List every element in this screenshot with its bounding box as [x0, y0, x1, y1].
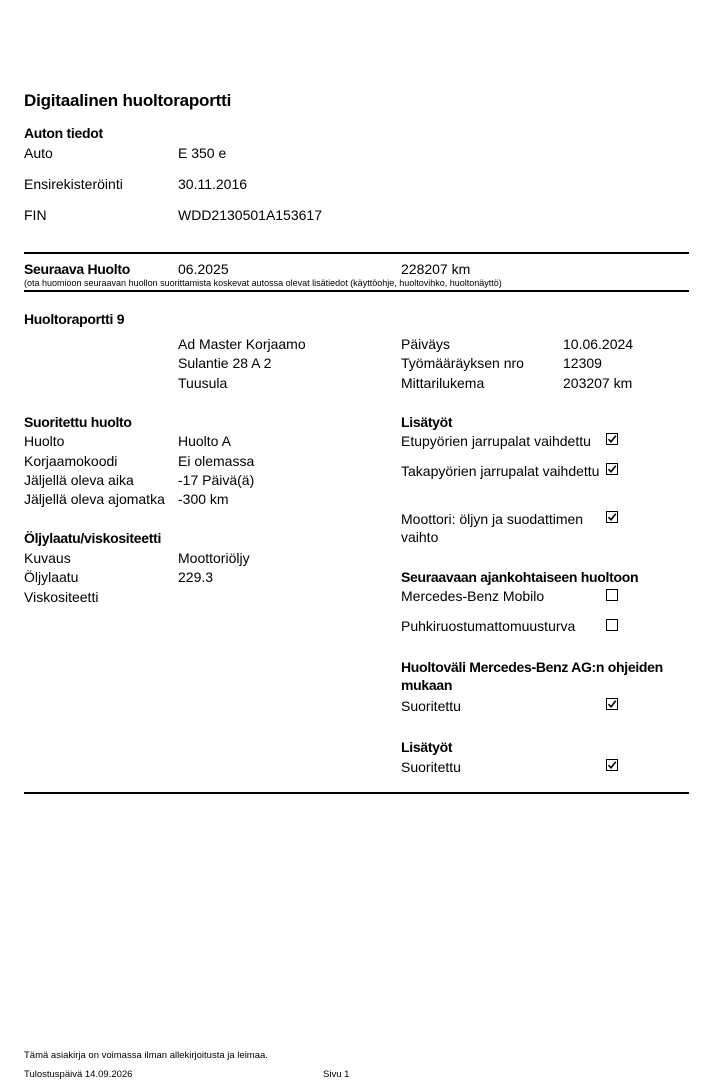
extra-work2-heading: Lisätyöt	[401, 739, 453, 755]
page-title: Digitaalinen huoltoraportti	[24, 91, 232, 110]
oil-quality-label: Öljylaatu	[24, 569, 79, 585]
workshop-city: Tuusula	[178, 375, 228, 391]
oil-quality-value: 229.3	[178, 569, 214, 585]
work-order-value: 12309	[563, 355, 602, 371]
next-service-date: 06.2025	[178, 261, 229, 277]
interval-heading: Huoltoväli Mercedes-Benz AG:n ohjeiden mukaan	[401, 659, 663, 693]
car-info-heading: Auton tiedot	[24, 125, 103, 141]
checkbox-mobilo[interactable]	[606, 589, 618, 601]
oil-description-label: Kuvaus	[24, 550, 71, 566]
car-label: Auto	[24, 145, 53, 161]
checkbox-interval-done[interactable]	[606, 698, 618, 710]
divider-top	[24, 252, 689, 254]
next-service-label: Seuraava Huolto	[24, 261, 130, 277]
oil-heading: Öljylaatu/viskositeetti	[24, 530, 162, 546]
page-number: Sivu 1	[323, 1069, 350, 1080]
next-service-km: 228207 km	[401, 261, 471, 277]
checkmark-icon	[607, 760, 617, 770]
rust-warranty-label: Puhkiruostumattomuusturva	[401, 618, 576, 634]
extra-work-item-label: Moottori: öljyn ja suodattimen vaihto	[401, 511, 584, 545]
work-order-label: Työmääräyksen nro	[401, 355, 524, 371]
checkmark-icon	[607, 434, 617, 444]
next-service-note: (ota huomioon seuraavan huollon suorittamista koskevat autossa olevat lisätiedot (käyttöohje, huoltovihko, huoltonäyttö)	[24, 278, 502, 288]
date-value: 10.06.2024	[563, 336, 634, 352]
performed-heading: Suoritettu huolto	[24, 414, 132, 430]
first-registration-label: Ensirekisteröinti	[24, 176, 123, 192]
interval-done-label: Suoritettu	[401, 698, 461, 714]
validity-note: Tämä asiakirja on voimassa ilman allekirjoitusta ja leimaa.	[24, 1050, 268, 1061]
remaining-distance-value: -300 km	[178, 491, 229, 507]
divider-bottom	[24, 792, 689, 794]
checkmark-icon	[607, 512, 617, 522]
checkbox-rust-warranty[interactable]	[606, 619, 618, 631]
checkbox-rear-brakes[interactable]	[606, 463, 618, 475]
checkmark-icon	[607, 699, 617, 709]
mobilo-label: Mercedes-Benz Mobilo	[401, 588, 545, 604]
workshop-street: Sulantie 28 A 2	[178, 355, 272, 371]
date-label: Päiväys	[401, 336, 451, 352]
next-timely-heading: Seuraavaan ajankohtaiseen huoltoon	[401, 569, 639, 585]
checkbox-front-brakes[interactable]	[606, 433, 618, 445]
viscosity-label: Viskositeetti	[24, 589, 99, 605]
report-heading: Huoltoraportti 9	[24, 311, 125, 327]
remaining-time-label: Jäljellä oleva aika	[24, 472, 134, 488]
odometer-value: 203207 km	[563, 375, 633, 391]
first-registration-value: 30.11.2016	[178, 176, 248, 192]
print-date: Tulostuspäivä 14.09.2026	[24, 1069, 133, 1080]
workshop-code-label: Korjaamokoodi	[24, 453, 118, 469]
remaining-distance-label: Jäljellä oleva ajomatka	[24, 491, 165, 507]
workshop-code-value: Ei olemassa	[178, 453, 255, 469]
checkbox-oil-change[interactable]	[606, 511, 618, 523]
checkbox-extra-work2-done[interactable]	[606, 759, 618, 771]
fin-value: WDD2130501A153617	[178, 207, 322, 223]
fin-label: FIN	[24, 207, 47, 223]
remaining-time-value: -17 Päivä(ä)	[178, 472, 255, 488]
oil-description-value: Moottoriöljy	[178, 550, 250, 566]
checkmark-icon	[607, 464, 617, 474]
car-value: E 350 e	[178, 145, 227, 161]
service-value: Huolto A	[178, 433, 231, 449]
extra-work2-done-label: Suoritettu	[401, 759, 461, 775]
extra-work-heading: Lisätyöt	[401, 414, 453, 430]
service-label: Huolto	[24, 433, 65, 449]
divider-next-service	[24, 290, 689, 292]
odometer-label: Mittarilukema	[401, 375, 485, 391]
extra-work-item-label: Etupyörien jarrupalat vaihdettu	[401, 433, 591, 449]
workshop-name: Ad Master Korjaamo	[178, 336, 306, 352]
extra-work-item-label: Takapyörien jarrupalat vaihdettu	[401, 463, 600, 479]
